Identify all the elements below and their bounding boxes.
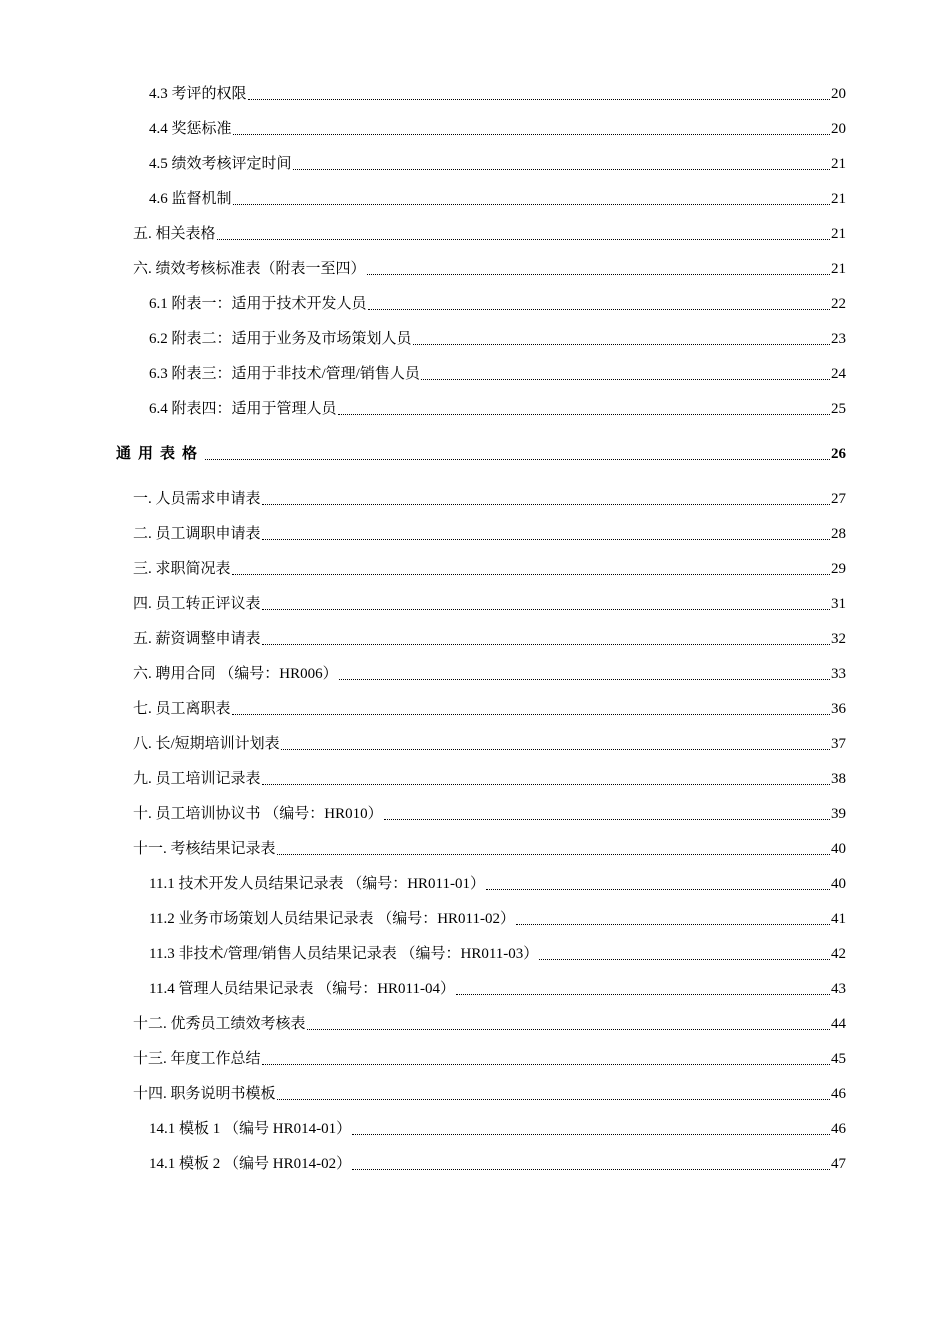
toc-entry-title: 十三. 年度工作总结 (133, 1051, 261, 1067)
toc-page-number: 29 (831, 561, 846, 577)
toc-page-number: 37 (831, 736, 846, 752)
toc-dot-leader (262, 1063, 830, 1065)
toc-dot-leader (367, 273, 830, 275)
toc-page-number: 25 (831, 401, 846, 417)
toc-page-number: 21 (831, 226, 846, 242)
toc-entry-title: 一. 人员需求申请表 (133, 491, 261, 507)
toc-entry[interactable] (149, 908, 846, 930)
toc-page-number: 21 (831, 191, 846, 207)
toc-entry-title: 4.6 监督机制 (149, 191, 232, 207)
toc-entry-title: 6.4 附表四：适用于管理人员 (149, 401, 337, 417)
toc-page-number: 33 (831, 666, 846, 682)
toc-dot-leader (262, 783, 830, 785)
toc-dot-leader (516, 923, 830, 925)
toc-entry[interactable] (149, 363, 846, 385)
toc-entry[interactable] (149, 1118, 846, 1140)
toc-dot-leader (233, 133, 830, 135)
toc-entry[interactable] (149, 293, 846, 315)
toc-dot-leader (352, 1168, 830, 1170)
toc-page-number: 44 (831, 1016, 846, 1032)
toc-page-number: 31 (831, 596, 846, 612)
toc-entry[interactable] (149, 83, 846, 105)
toc-dot-leader (262, 643, 830, 645)
toc-page-number: 42 (831, 946, 846, 962)
toc-dot-leader (421, 378, 830, 380)
toc-dot-leader (368, 308, 830, 310)
toc-entry[interactable] (133, 1013, 846, 1035)
toc-entry-title: 14.1 模板 1 （编号 HR014-01） (149, 1121, 352, 1137)
toc-entry[interactable] (133, 593, 846, 615)
toc-entry-title: 七. 员工离职表 (133, 701, 231, 717)
toc-entry-title: 二. 员工调职申请表 (133, 526, 261, 542)
toc-entry[interactable] (149, 978, 846, 1000)
toc-page-number: 39 (831, 806, 846, 822)
toc-page-number: 24 (831, 366, 846, 382)
toc-entry-title: 十二. 优秀员工绩效考核表 (133, 1016, 306, 1032)
toc-dot-leader (384, 818, 830, 820)
toc-entry[interactable] (149, 873, 846, 895)
toc-entry-title: 四. 员工转正评议表 (133, 596, 261, 612)
toc-dot-leader (281, 748, 830, 750)
toc-entry[interactable] (133, 523, 846, 545)
toc-entry-title: 五. 薪资调整申请表 (133, 631, 261, 647)
toc-dot-leader (217, 238, 830, 240)
toc-dot-leader (352, 1133, 830, 1135)
toc-page-number: 22 (831, 296, 846, 312)
toc-entry-title: 三. 求职简况表 (133, 561, 231, 577)
toc-entry[interactable] (133, 628, 846, 650)
toc-page-number: 27 (831, 491, 846, 507)
toc-page-number: 26 (831, 446, 846, 462)
toc-entry-title: 九. 员工培训记录表 (133, 771, 261, 787)
toc-entry-title: 6.3 附表三：适用于非技术/管理/销售人员 (149, 366, 420, 382)
toc-page-number: 36 (831, 701, 846, 717)
toc-entry[interactable] (149, 943, 846, 965)
toc-dot-leader (456, 993, 830, 995)
toc-entry-title: 五. 相关表格 (133, 226, 216, 242)
toc-entry-title: 十四. 职务说明书模板 (133, 1086, 276, 1102)
toc-entry-title: 6.1 附表一：适用于技术开发人员 (149, 296, 367, 312)
toc-page-number: 47 (831, 1156, 846, 1172)
toc-entry[interactable] (149, 153, 846, 175)
toc-entry[interactable] (149, 118, 846, 140)
toc-dot-leader (205, 458, 830, 460)
toc-entry[interactable] (133, 838, 846, 860)
toc-page-number: 40 (831, 841, 846, 857)
toc-page-number: 28 (831, 526, 846, 542)
toc-dot-leader (539, 958, 830, 960)
toc-dot-leader (293, 168, 830, 170)
toc-entry-title: 11.2 业务市场策划人员结果记录表 （编号：HR011-02） (149, 911, 515, 927)
toc-entry[interactable] (133, 768, 846, 790)
toc-page-number: 41 (831, 911, 846, 927)
toc-entry-title: 4.3 考评的权限 (149, 86, 247, 102)
toc-entry[interactable] (133, 223, 846, 245)
toc-page-number: 21 (831, 261, 846, 277)
toc-dot-leader (232, 713, 830, 715)
toc-entry[interactable] (133, 733, 846, 755)
toc-entry[interactable] (149, 328, 846, 350)
toc-entry-title: 4.4 奖惩标准 (149, 121, 232, 137)
toc-page-number: 23 (831, 331, 846, 347)
toc-dot-leader (232, 573, 830, 575)
toc-entry-title: 11.3 非技术/管理/销售人员结果记录表 （编号：HR011-03） (149, 946, 539, 962)
toc-page-number: 38 (831, 771, 846, 787)
toc-entry-title: 六. 聘用合同 （编号：HR006） (133, 666, 338, 682)
toc-page-number: 45 (831, 1051, 846, 1067)
toc-page-number: 43 (831, 981, 846, 997)
toc-dot-leader (262, 503, 830, 505)
toc-entry-title: 八. 长/短期培训计划表 (133, 736, 280, 752)
toc-entry[interactable] (149, 398, 846, 420)
toc-entry[interactable] (133, 258, 846, 280)
toc-dot-leader (339, 678, 830, 680)
toc-entry[interactable] (133, 698, 846, 720)
toc-entry-title: 通用表格 (116, 446, 205, 462)
toc-entry[interactable] (133, 1048, 846, 1070)
toc-entry[interactable] (149, 188, 846, 210)
toc-dot-leader (248, 98, 830, 100)
toc-entry[interactable] (133, 803, 846, 825)
toc-entry-title: 六. 绩效考核标准表（附表一至四） (133, 261, 366, 277)
toc-entry-title: 十. 员工培训协议书 （编号：HR010） (133, 806, 383, 822)
toc-entry[interactable] (133, 558, 846, 580)
toc-dot-leader (307, 1028, 830, 1030)
toc-dot-leader (338, 413, 830, 415)
toc-page-number: 20 (831, 86, 846, 102)
toc-page-number: 20 (831, 121, 846, 137)
toc-entry-title: 6.2 附表二：适用于业务及市场策划人员 (149, 331, 412, 347)
toc-entry-title: 14.1 模板 2 （编号 HR014-02） (149, 1156, 352, 1172)
toc-page-number: 40 (831, 876, 846, 892)
toc-entry[interactable] (133, 488, 846, 510)
toc-dot-leader (277, 853, 830, 855)
toc-page-number: 46 (831, 1121, 846, 1137)
toc-entry-title: 4.5 绩效考核评定时间 (149, 156, 292, 172)
toc-entry-title: 11.4 管理人员结果记录表 （编号：HR011-04） (149, 981, 455, 997)
toc-dot-leader (262, 538, 830, 540)
toc-dot-leader (233, 203, 830, 205)
toc-dot-leader (277, 1098, 830, 1100)
toc-entry[interactable] (149, 1153, 846, 1175)
toc-entry[interactable] (133, 1083, 846, 1105)
toc-dot-leader (262, 608, 830, 610)
toc-entry[interactable] (133, 663, 846, 685)
toc-dot-leader (486, 888, 830, 890)
toc-page-number: 32 (831, 631, 846, 647)
toc-page-number: 46 (831, 1086, 846, 1102)
toc-section-heading[interactable] (116, 443, 846, 465)
toc-dot-leader (413, 343, 830, 345)
toc-page-number: 21 (831, 156, 846, 172)
toc-entry-title: 11.1 技术开发人员结果记录表 （编号：HR011-01） (149, 876, 485, 892)
toc-entry-title: 十一. 考核结果记录表 (133, 841, 276, 857)
